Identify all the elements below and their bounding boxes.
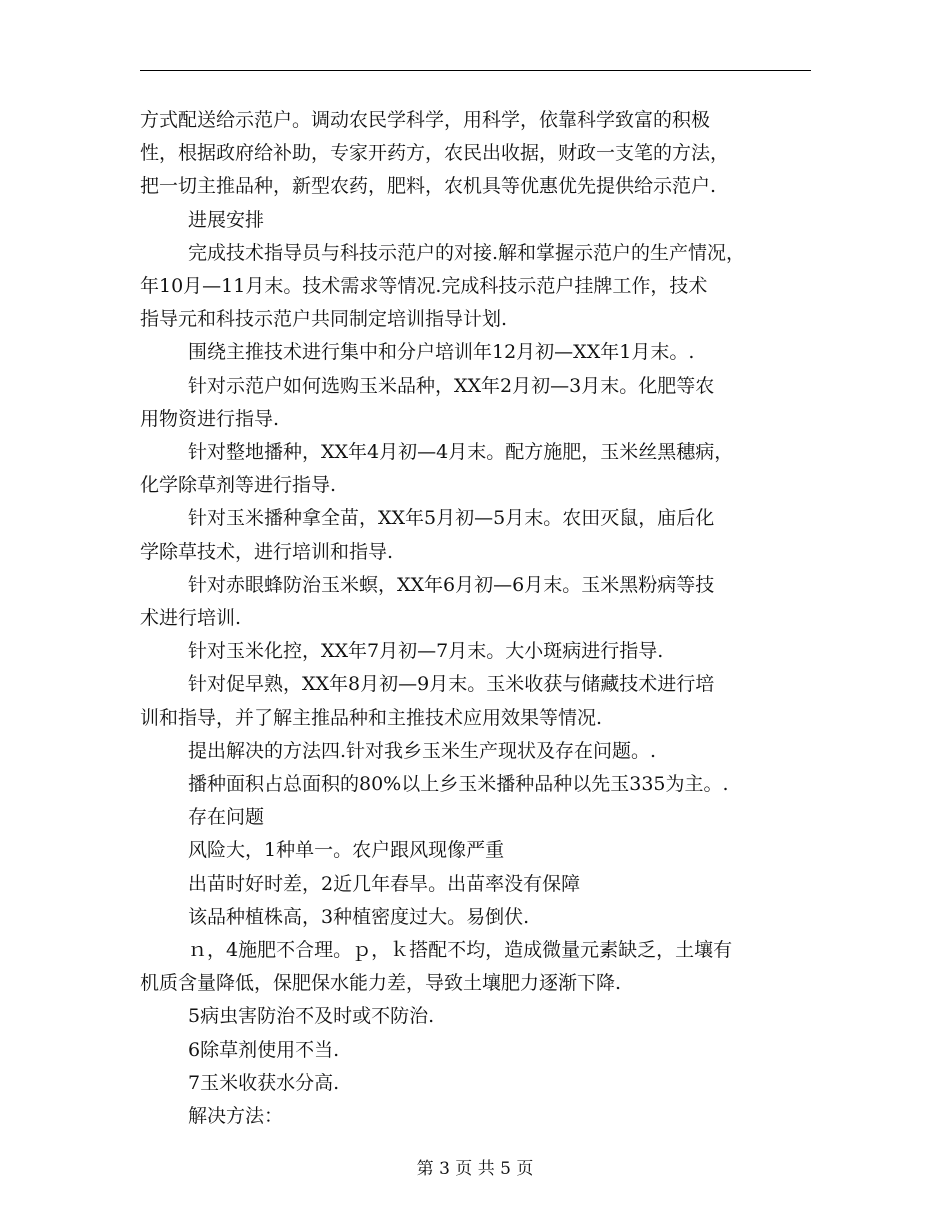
text-line: ｎ，4施肥不合理。ｐ，ｋ搭配不均，造成微量元素缺乏，土壤有 <box>188 939 733 962</box>
text-line: 把一切主推品种，新型农药，肥料，农机具等优惠优先提供给示范户. <box>140 175 717 198</box>
text-line: 性，根据政府给补助，专家开药方，农民出收据，财政一支笔的方法， <box>140 142 730 165</box>
text-line: 5病虫害防治不及时或不防治. <box>188 1005 435 1028</box>
text-line: 针对促早熟，XX年8月初—9月末。玉米收获与储藏技术进行培 <box>188 673 715 696</box>
text-line: 指导元和科技示范户共同制定培训指导计划. <box>140 308 508 331</box>
text-line: 该品种植株高，3种植密度过大。易倒伏. <box>188 905 530 928</box>
text-line: 针对整地播种，XX年4月初—4月末。配方施肥，玉米丝黑穗病， <box>188 441 734 464</box>
text-line: 训和指导，并了解主推品种和主推技术应用效果等情况. <box>140 706 603 729</box>
text-line: 进展安排 <box>188 208 265 231</box>
text-line: 针对示范户如何选购玉米品种，XX年2月初—3月末。化肥等农 <box>188 374 715 397</box>
text-line: 6除草剂使用不当. <box>188 1038 340 1061</box>
text-line: 学除草技术，进行培训和指导. <box>140 540 394 563</box>
text-line: 针对玉米化控，XX年7月初—7月末。大小斑病进行指导. <box>188 640 664 663</box>
text-line: 7玉米收获水分高. <box>188 1071 340 1094</box>
text-line: 播种面积占总面积的80%以上乡玉米播种品种以先玉335为主。. <box>188 773 729 796</box>
text-line: 提出解决的方法四.针对我乡玉米生产现状及存在问题。. <box>188 739 657 762</box>
text-line: 存在问题 <box>188 806 265 829</box>
text-line: 术进行培训. <box>140 607 242 630</box>
text-line: 解决方法： <box>188 1105 284 1128</box>
text-line: 年10月—11月末。技术需求等情况.完成科技示范户挂牌工作，技术 <box>140 275 708 298</box>
text-line: 化学除草剂等进行指导. <box>140 474 337 497</box>
page-footer: 第 3 页 共 5 页 <box>416 1159 534 1179</box>
text-line: 围绕主推技术进行集中和分户培训年12月初—XX年1月末。. <box>188 341 695 364</box>
text-line: 方式配送给示范户。调动农民学科学，用科学，依靠科学致富的积极 <box>140 109 711 131</box>
text-line: 风险大，1种单一。农户跟风现像严重 <box>188 839 505 862</box>
text-line: 完成技术指导员与科技示范户的对接.解和掌握示范户的生产情况， <box>188 241 746 264</box>
document-body <box>140 104 820 1133</box>
header-rule <box>140 70 811 71</box>
text-line: 出苗时好时差，2近几年春旱。出苗率没有保障 <box>188 872 581 895</box>
text-line: 用物资进行指导. <box>140 407 280 430</box>
text-line: 针对赤眼蜂防治玉米螟，XX年6月初—6月末。玉米黑粉病等技 <box>188 573 715 596</box>
text-line: 针对玉米播种拿全苗，XX年5月初—5月末。农田灭鼠，庙后化 <box>188 507 715 530</box>
text-line: 机质含量降低，保肥保水能力差，导致土壤肥力逐渐下降. <box>140 972 622 995</box>
